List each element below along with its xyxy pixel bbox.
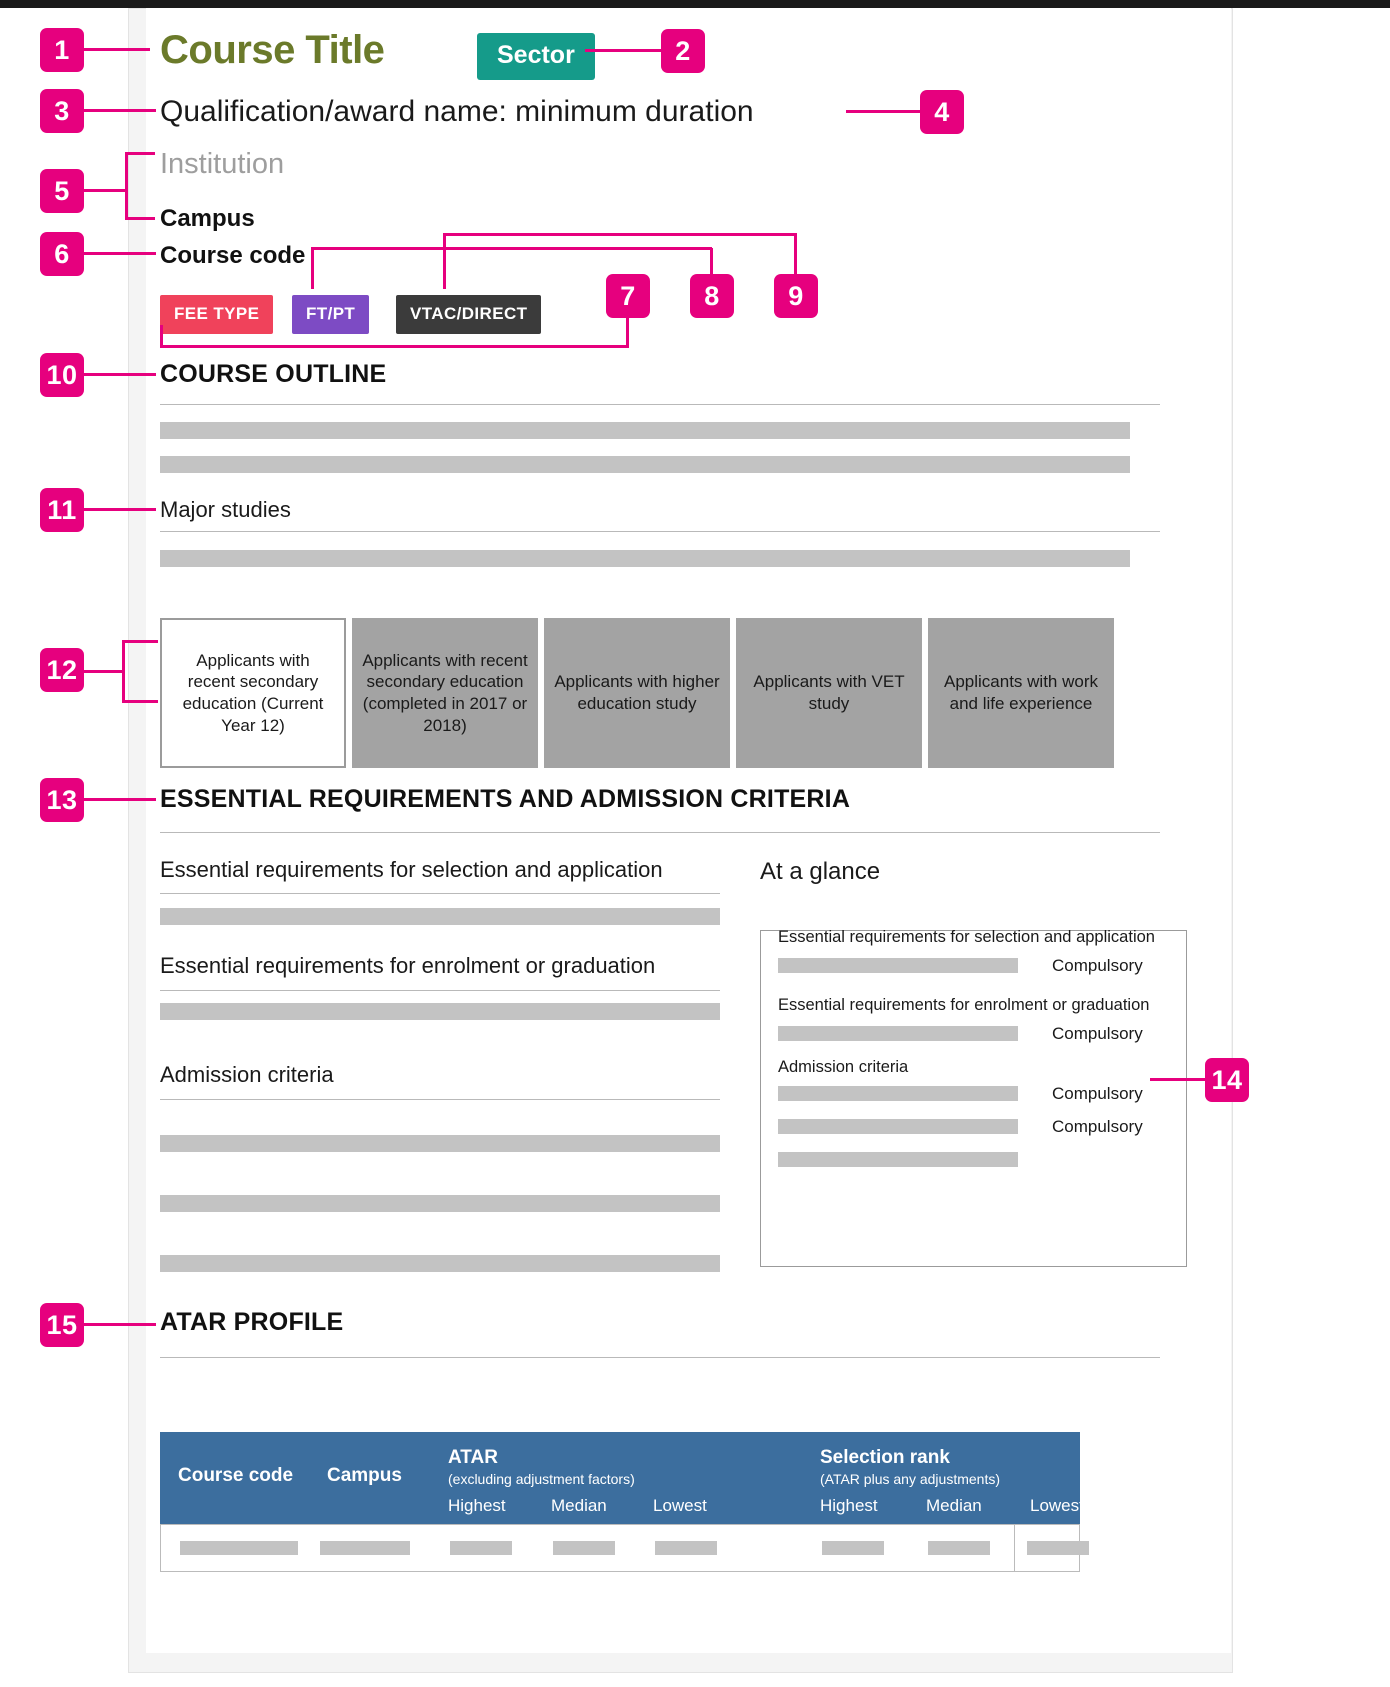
leader-line-12 bbox=[84, 670, 124, 673]
placeholder-bar bbox=[778, 1119, 1018, 1134]
table-cell-divider bbox=[1014, 1524, 1015, 1572]
group-selection-rank-subtitle: (ATAR plus any adjustments) bbox=[820, 1471, 1000, 1487]
admission-criteria-label: Admission criteria bbox=[160, 1062, 334, 1087]
placeholder-bar bbox=[1027, 1541, 1089, 1555]
group-atar-subtitle: (excluding adjustment factors) bbox=[448, 1471, 635, 1487]
sector-badge: Sector bbox=[477, 33, 595, 80]
placeholder-bar bbox=[160, 550, 1130, 567]
qualification-line: Qualification/award name: minimum duration bbox=[160, 95, 754, 128]
leader-line-7-up bbox=[160, 325, 163, 347]
rule-req-3 bbox=[160, 1099, 720, 1100]
vtac-direct-chip: VTAC/DIRECT bbox=[396, 295, 541, 334]
glance-row-label: Admission criteria bbox=[778, 1058, 909, 1076]
leader-line-9-down bbox=[443, 233, 446, 289]
fee-type-chip: FEE TYPE bbox=[160, 295, 273, 334]
placeholder-bar bbox=[822, 1541, 884, 1555]
section-essential-requirements: ESSENTIAL REQUIREMENTS AND ADMISSION CRITERIA bbox=[160, 785, 851, 813]
top-black-bar bbox=[0, 0, 1390, 8]
subheader-atar-highest: Highest bbox=[448, 1496, 506, 1515]
placeholder-bar bbox=[928, 1541, 990, 1555]
req-selection-application-label: Essential requirements for selection and application bbox=[160, 857, 663, 882]
glance-row-status: Compulsory bbox=[1052, 1084, 1143, 1103]
subheader-rank-highest: Highest bbox=[820, 1496, 878, 1515]
leader-line-5-bracket bbox=[125, 152, 128, 220]
placeholder-bar bbox=[778, 958, 1018, 973]
callout-8: 8 bbox=[690, 274, 734, 318]
rule-req-1 bbox=[160, 893, 720, 894]
group-atar: ATAR bbox=[448, 1447, 498, 1468]
group-selection-rank: Selection rank bbox=[820, 1447, 950, 1468]
leader-line-7-h bbox=[160, 345, 628, 348]
placeholder-bar bbox=[778, 1086, 1018, 1101]
leader-line-15 bbox=[84, 1323, 156, 1326]
callout-4: 4 bbox=[920, 90, 964, 134]
placeholder-bar bbox=[778, 1152, 1018, 1167]
rule-atar-profile bbox=[160, 1357, 1160, 1358]
callout-14: 14 bbox=[1205, 1058, 1249, 1102]
at-a-glance-heading: At a glance bbox=[760, 858, 881, 885]
leader-line-1 bbox=[84, 48, 150, 51]
rule-course-outline bbox=[160, 404, 1160, 405]
leader-line-8-v bbox=[710, 248, 713, 276]
major-studies-label: Major studies bbox=[160, 497, 291, 522]
col-campus: Campus bbox=[327, 1465, 402, 1486]
ft-pt-chip: FT/PT bbox=[292, 295, 369, 334]
leader-line-6 bbox=[84, 252, 156, 255]
placeholder-bar bbox=[160, 1255, 720, 1272]
leader-line-5 bbox=[84, 189, 128, 192]
leader-line-8-down bbox=[311, 247, 314, 289]
placeholder-bar bbox=[160, 456, 1130, 473]
glance-row-label: Essential requirements for enrolment or graduation bbox=[778, 996, 1150, 1014]
applicant-box-higher-education[interactable] bbox=[544, 618, 730, 768]
leader-line-5-top bbox=[125, 152, 155, 155]
course-code-label: Course code bbox=[160, 242, 306, 269]
placeholder-bar bbox=[553, 1541, 615, 1555]
glance-row-status: Compulsory bbox=[1052, 1024, 1143, 1043]
callout-10: 10 bbox=[40, 353, 84, 397]
leader-line-5-bottom bbox=[125, 217, 155, 220]
course-entry-sheet bbox=[146, 8, 1231, 1653]
placeholder-bar bbox=[655, 1541, 717, 1555]
req-enrolment-graduation-label: Essential requirements for enrolment or graduation bbox=[160, 953, 656, 978]
institution-name: Institution bbox=[160, 148, 285, 180]
callout-15: 15 bbox=[40, 1303, 84, 1347]
callout-5: 5 bbox=[40, 169, 84, 213]
rule-req-2 bbox=[160, 990, 720, 991]
applicant-box-recent-secondary[interactable] bbox=[352, 618, 538, 768]
section-course-outline: COURSE OUTLINE bbox=[160, 360, 387, 388]
placeholder-bar bbox=[160, 422, 1130, 439]
callout-6: 6 bbox=[40, 232, 84, 276]
leader-line-10 bbox=[84, 373, 156, 376]
glance-row-label: Essential requirements for selection and application bbox=[778, 928, 1155, 946]
placeholder-bar bbox=[320, 1541, 410, 1555]
placeholder-bar bbox=[160, 1195, 720, 1212]
leader-line-2 bbox=[585, 49, 663, 52]
leader-line-12-bracket bbox=[122, 640, 125, 702]
leader-line-9-v bbox=[794, 233, 797, 277]
applicant-box-vet-study[interactable] bbox=[736, 618, 922, 768]
leader-line-11 bbox=[84, 508, 156, 511]
placeholder-bar bbox=[180, 1541, 298, 1555]
placeholder-bar bbox=[160, 1135, 720, 1152]
leader-line-7-v bbox=[626, 318, 629, 348]
subheader-rank-lowest: Lowest bbox=[1030, 1496, 1084, 1515]
callout-3: 3 bbox=[40, 89, 84, 133]
callout-13: 13 bbox=[40, 778, 84, 822]
applicant-box-label: Applicants with VET study bbox=[753, 672, 905, 713]
leader-line-4 bbox=[846, 110, 922, 113]
applicant-box-label: Applicants with recent secondary education (completed in 2017 or 2018) bbox=[362, 650, 528, 735]
page-title: Course Title bbox=[160, 28, 385, 72]
subheader-atar-median: Median bbox=[551, 1496, 607, 1515]
placeholder-bar bbox=[778, 1026, 1018, 1041]
placeholder-bar bbox=[450, 1541, 512, 1555]
applicant-box-label: Applicants with work and life experience bbox=[943, 672, 1098, 713]
rule-essential-requirements bbox=[160, 832, 1160, 833]
applicant-box-work-life[interactable] bbox=[928, 618, 1114, 768]
campus-name: Campus bbox=[160, 205, 255, 232]
subheader-atar-lowest: Lowest bbox=[653, 1496, 707, 1515]
applicant-box-label: Applicants with higher education study bbox=[554, 672, 720, 713]
subheader-rank-median: Median bbox=[926, 1496, 982, 1515]
leader-line-13 bbox=[84, 798, 156, 801]
placeholder-bar bbox=[160, 1003, 720, 1020]
leader-line-3 bbox=[84, 109, 156, 112]
callout-7: 7 bbox=[606, 274, 650, 318]
col-course-code: Course code bbox=[178, 1465, 294, 1486]
callout-2: 2 bbox=[661, 29, 705, 73]
leader-line-12-bottom bbox=[122, 700, 158, 703]
rule-major-studies bbox=[160, 531, 1160, 532]
leader-line-8-h bbox=[311, 247, 712, 250]
placeholder-bar bbox=[160, 908, 720, 925]
callout-1: 1 bbox=[40, 28, 84, 72]
callout-11: 11 bbox=[40, 488, 84, 532]
leader-line-12-top bbox=[122, 640, 158, 643]
applicant-box-label: Applicants with recent secondary education (Current Year 12) bbox=[182, 650, 324, 735]
glance-row-status: Compulsory bbox=[1052, 956, 1143, 975]
leader-line-14 bbox=[1150, 1078, 1208, 1081]
applicant-box-current-year-12[interactable] bbox=[160, 618, 346, 768]
glance-row-status: Compulsory bbox=[1052, 1117, 1143, 1136]
leader-line-9-h bbox=[443, 233, 797, 236]
callout-9: 9 bbox=[774, 274, 818, 318]
callout-12: 12 bbox=[40, 648, 84, 692]
section-atar-profile: ATAR PROFILE bbox=[160, 1308, 344, 1336]
